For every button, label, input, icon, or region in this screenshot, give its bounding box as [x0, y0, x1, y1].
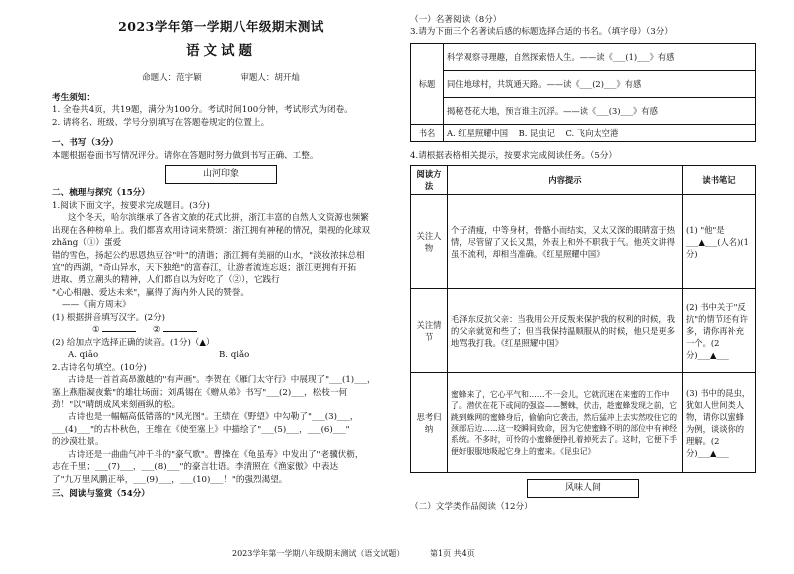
table1-book-label: 书名: [411, 124, 444, 141]
footer-page: 第1页 共4页: [430, 549, 475, 558]
footer-title: 2023学年第一学期八年级期末测试（语文试题）: [232, 549, 405, 558]
poem-line: 了"九万里风鹏正举，___(9)___，___(10)___！"的强烈渴望。: [52, 474, 288, 485]
table1-head: 标题: [411, 43, 444, 124]
author-line: [52, 72, 390, 84]
table2-content: 个子清瘦，中等身材，骨骼小而结实，又太又深的眼睛富于热情，尽管留了又长又黑，外表上和外不职我于气。他英文讲得虽不流利，却相当准确。《红星照耀中国》: [448, 195, 683, 289]
notes-title: 考生须知：: [52, 93, 95, 103]
poem-line: 塞上燕脂凝夜紫"的雄壮场面；刘禹锡在《赠从弟》书写"___(2)___，松枝一何: [52, 387, 348, 398]
blank-1-line[interactable]: [102, 331, 136, 332]
reviewer-label: 审题人：胡开灿: [240, 72, 300, 83]
right-column: [410, 0, 756, 574]
author-label: 命题人：范宇颖: [142, 72, 202, 83]
blank-2[interactable]: ②: [152, 325, 161, 336]
poem-line: 劲！"以"晴朗成风来刻画纵的松。: [52, 400, 181, 411]
exam-title: 2023学年第一学期八年级期末测试: [118, 19, 324, 34]
subject-title: 语文试题: [186, 43, 256, 60]
question-1b-options: [68, 349, 390, 361]
section2-title: 二、梳理与探究（15分）: [52, 188, 150, 199]
passage-line: "心心相融、爱达未来"，赢得了海内外人民的赞誉。: [52, 287, 249, 298]
passage-line: 进取、勇立潮头的精神，人们都自以为好吃了（②），它践行: [52, 275, 280, 286]
table2-header-content: 内容提示: [448, 166, 683, 195]
blank-1[interactable]: ①: [92, 325, 100, 336]
table2-note[interactable]: (1) "他"是___▲___(人名)(1分): [683, 195, 756, 289]
option-b[interactable]: B. qiǎo: [218, 350, 250, 361]
book-title-table: [410, 43, 756, 142]
table1-row[interactable]: 揭秘苍花大地，预言谁主沉浮。——读《___(3)___》有感: [444, 97, 756, 124]
reading-table: [410, 165, 756, 473]
table1-row[interactable]: 科学观察寻理趣，自然探索悟人生。——读《___(1)___》有感: [444, 43, 756, 70]
poem-line: 古诗还是一曲曲气冲千斗的"豪气歌"。曹操在《龟虽寿》中发出了"老骥伏枥，: [68, 449, 364, 460]
notes-block: [52, 92, 390, 129]
question-2: 2.古诗名句填空。(10分): [52, 362, 147, 373]
passage-line: 宜"的西湖，"奇山异水，天下独绝"的富春江，让游者流连忘返；浙江更拥有开拓: [52, 263, 357, 274]
question-1a-blanks: [92, 324, 390, 336]
section3-title: 三、阅读与鉴赏（54分）: [52, 489, 150, 500]
passage: [52, 212, 390, 299]
table2-content: 蜜蜂来了，它心平气和……不一会儿，它就沉迷在来蜜的工作中了。潜伏在花下或间的强盗——蟹蛛，伏击，趁蜜蜂发现之前，它跳到蛛网的蜜蜂身后，偷偷向它袭击，然后猛冲上去实然咬住它的颈部后边……这一咬瞬间致命，因为它使蜜蜂不明的部位中有神经系统。不多时，可怜的小蜜蜂便挣扎着掉死去了。这时，它便下手便好服服地吸起它身上的蜜来。《昆虫记》: [448, 373, 683, 473]
poem-fill: [52, 374, 390, 486]
table1-books: [444, 124, 756, 141]
subsection-2-title: （二）文学类作品阅读（12分）: [410, 502, 533, 513]
passage-line: 这个冬天，哈尔滨继承了各省文旅的花式比拼，浙江丰富的自然人文资源也频繁: [68, 213, 369, 224]
question-1: 1.阅读下面文字，按要求完成题目。(3分): [52, 200, 210, 211]
question-3: 3.请为下面三个名著读后感的标题选择合适的书名。（填字母）（3分）: [410, 27, 673, 38]
poem-line: 古诗也是一幅幅高低错落的"风光图"。王绩在《野望》中勾勒了"___(3)___，: [68, 412, 359, 423]
question-1b: (2) 给加点字选择正确的读音。(1分)（▲）: [52, 337, 215, 348]
section-box-fengwei: 风味人间: [527, 479, 639, 498]
table2-content: 毛泽东反抗父亲：当我用公开反叛来保护我的权利的时候，我的父亲就宽和些了；但当我保持温顺服从的时候，他只是更多地骂我打我。《红星照耀中国》: [448, 289, 683, 373]
poem-line: 古诗是一首首高昂激越的"有声画"。李贺在《雁门太守行》中展现了"___(1)___，: [68, 375, 376, 386]
passage-line: 错的雪色，扬起公约思恩热豆谷"叶"的清谐；浙江拥有美丽的山水，"淡妆浓抹总相: [52, 250, 365, 261]
poem-line: ___(4)___"的古朴秋色，王维在《使至塞上》中描绘了"___(5)___，___(6)___": [52, 424, 350, 435]
question-4: 4.请根据表格相关提示，按要求完成阅读任务。（5分）: [410, 150, 618, 161]
question-1a: (1) 根据拼音填写汉字。(2分): [52, 312, 166, 323]
passage-line: 出现在各种榜单上。我们都喜欢用诗词来赞颂：浙江拥有神秘的情况，渠视的化球双 zhǎng（①）蛋爱: [52, 225, 370, 249]
notes-item-1: 1. 全卷共4页，共19题，满分为100分。考试时间100分钟，考试形式为闭卷。: [52, 105, 353, 116]
subsection-1-title: （一）名著阅读（8分）: [410, 15, 502, 25]
left-column: [52, 0, 390, 574]
table2-header-method: 阅读方法: [411, 166, 448, 195]
table2-note[interactable]: (3) 书中的昆虫，犹如人世间类人物，请你以蜜蜂为例，谈谈你的理解。(2分)___▲___: [683, 373, 756, 473]
table2-header-note: 读书笔记: [683, 166, 756, 195]
table2-method: 关注情节: [411, 289, 448, 373]
table1-row[interactable]: 同住地球村，共筑通天路。——读《___(2)___》有感: [444, 70, 756, 97]
poem-line: 的沙漠壮景。: [52, 437, 104, 448]
table2-note[interactable]: (2) 书中关于"反抗"的情节还有许多，请你再补充一个。(2分)___▲___: [683, 289, 756, 373]
book-b: B. 昆虫记: [518, 127, 555, 138]
notes-item-2: 2. 请将名、班级、学号分别填写在答题卷规定的位置上。: [52, 117, 270, 128]
book-a: A. 红星照耀中国: [447, 127, 509, 138]
book-c: C. 飞向太空港: [565, 127, 619, 138]
section1-title: 一、书写（3分）: [52, 138, 119, 149]
section1-text: 本题根据卷面书写情况评分。请你在答题时努力做到书写正确、工整。: [52, 150, 319, 161]
table2-method: 思考归纳: [411, 373, 448, 473]
passage-source: ——《南方周末》: [62, 300, 131, 311]
poem-line: 志在千里；___(7)___，___(8)___"的豪言壮语。李清照在《渔家傲》中表达: [52, 462, 339, 473]
table2-method: 关注人物: [411, 195, 448, 289]
section-box-shanhe: 山河印象: [165, 165, 277, 184]
option-a[interactable]: A. qiāo: [68, 350, 99, 361]
blank-2-line[interactable]: [163, 331, 197, 332]
